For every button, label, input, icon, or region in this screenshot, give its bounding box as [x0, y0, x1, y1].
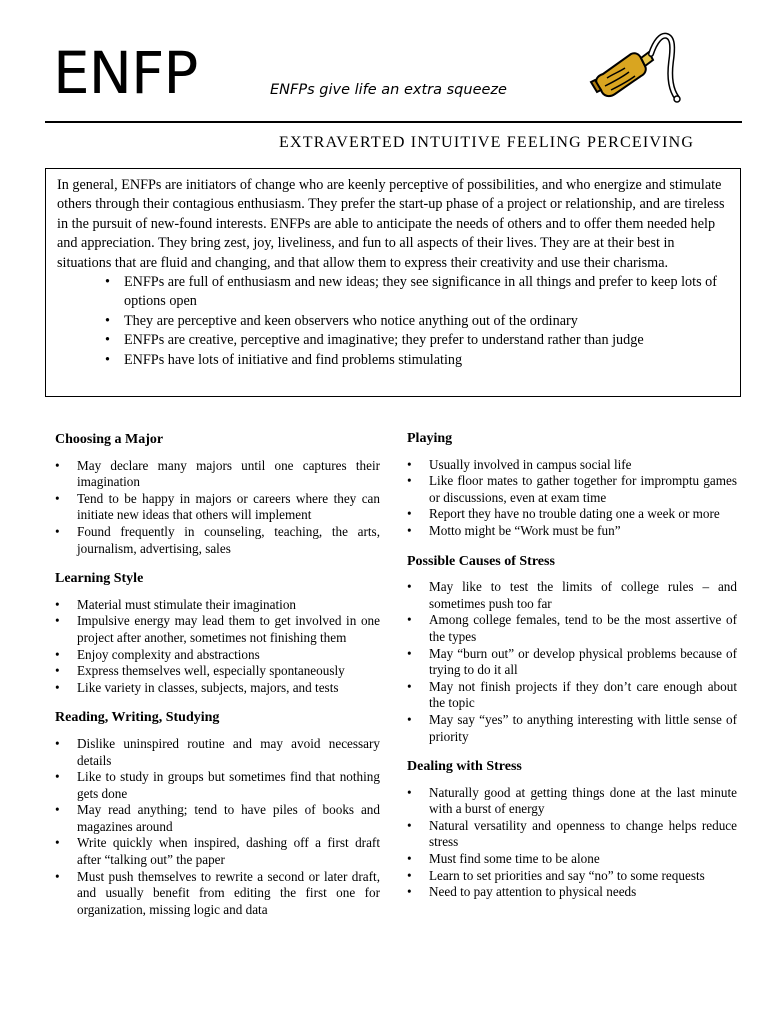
- intro-bullet: • ENFPs are creative, perceptive and imaginative; they prefer to understand rather than judge: [124, 331, 730, 350]
- bullet-list: [55, 458, 380, 558]
- list-item: • Naturally good at getting things done at the last minute with a burst of energy: [429, 785, 737, 818]
- list-item: • Must push themselves to rewrite a second or later draft, and usually benefit from editing the first one for organization, missing logic and data: [77, 869, 380, 919]
- list-item: • Impulsive energy may lead them to get involved in one project after another, sometimes not finishing them: [77, 613, 380, 646]
- list-item: • May “burn out” or develop physical problems because of trying to do it all: [429, 646, 737, 679]
- list-item: • Like variety in classes, subjects, majors, and tests: [77, 680, 380, 697]
- section-learning-style: [55, 571, 380, 696]
- bullet-list: [55, 597, 380, 697]
- list-item: • Must find some time to be alone: [429, 851, 737, 868]
- type-subtitle: EXTRAVERTED INTUITIVE FEELING PERCEIVING: [279, 134, 695, 151]
- section-heading: Learning Style: [55, 571, 144, 587]
- list-item: • Among college females, tend to be the most assertive of the types: [429, 612, 737, 645]
- intro-bullet: • They are perceptive and keen observers who notice anything out of the ordinary: [124, 312, 730, 331]
- section-possible-causes-of-stress: [407, 554, 737, 746]
- list-item: • Material must stimulate their imagination: [77, 597, 380, 614]
- list-item: • Like to study in groups but sometimes find that nothing gets done: [77, 769, 380, 802]
- intro-bullet: • ENFPs have lots of initiative and find problems stimulating: [124, 351, 730, 370]
- bullet-list: [407, 579, 737, 745]
- tagline: ENFPs give life an extra squeeze: [270, 82, 507, 98]
- section-dealing-with-stress: [407, 759, 737, 901]
- intro-bullet: • ENFPs are full of enthusiasm and new ideas; they see significance in all things and prefer to keep lots of options open: [124, 273, 730, 312]
- list-item: • Report they have no trouble dating one a week or more: [429, 506, 737, 523]
- left-column: [55, 432, 380, 932]
- header-divider: [45, 121, 742, 123]
- list-item: • Need to pay attention to physical needs: [429, 884, 737, 901]
- list-item: • Found frequently in counseling, teaching, the arts, journalism, advertising, sales: [77, 524, 380, 557]
- page-title: ENFP: [53, 39, 198, 107]
- list-item: • Natural versatility and openness to change helps reduce stress: [429, 818, 737, 851]
- intro-box: [45, 168, 741, 397]
- list-item: • May like to test the limits of college rules – and sometimes push too far: [429, 579, 737, 612]
- bullet-list: [407, 785, 737, 901]
- list-item: • May declare many majors until one captures their imagination: [77, 458, 380, 491]
- intro-paragraph: In general, ENFPs are initiators of change who are keenly perceptive of possibilities, and who energize and stimulate others through their contagious enthusiasm. They prefer the start-up phase of a project or relationship, and are tireless in the pursuit of new-found interests. ENFPs are able to anticipate the needs of others and to offer them needed help and appreciation. They bring zest, joy, liveliness, and fun to all aspects of their lives. They are at their best in situations that are fluid and changing, and that allow them to express their creativity and use their charisma.: [57, 177, 725, 271]
- list-item: • May not finish projects if they don’t care enough about the topic: [429, 679, 737, 712]
- toothpaste-tube-icon: [585, 28, 685, 108]
- section-heading: Reading, Writing, Studying: [55, 710, 220, 726]
- list-item: • May say “yes” to anything interesting with little sense of priority: [429, 712, 737, 745]
- section-heading: Dealing with Stress: [407, 759, 522, 775]
- intro-bullet-list: [57, 273, 730, 370]
- section-heading: Possible Causes of Stress: [407, 553, 555, 569]
- list-item: • Enjoy complexity and abstractions: [77, 647, 380, 664]
- section-heading: Playing: [407, 431, 453, 446]
- list-item: • Learn to set priorities and say “no” to some requests: [429, 868, 737, 885]
- list-item: • Dislike uninspired routine and may avoid necessary details: [77, 736, 380, 769]
- bullet-list: [55, 736, 380, 919]
- bullet-list: [407, 457, 737, 540]
- section-reading-writing-studying: [55, 710, 380, 918]
- list-item: • May read anything; tend to have piles of books and magazines around: [77, 802, 380, 835]
- list-item: • Write quickly when inspired, dashing off a first draft after “talking out” the paper: [77, 835, 380, 868]
- list-item: • Tend to be happy in majors or careers where they can initiate new ideas that others will implement: [77, 491, 380, 524]
- section-heading: Choosing a Major: [55, 432, 164, 447]
- list-item: • Express themselves well, especially spontaneously: [77, 663, 380, 680]
- section-playing: [407, 431, 737, 540]
- list-item: • Like floor mates to gather together for impromptu games or discussions, even at exam time: [429, 473, 737, 506]
- section-choosing-a-major: [55, 432, 380, 557]
- right-column: [407, 431, 737, 915]
- list-item: • Motto might be “Work must be fun”: [429, 523, 737, 540]
- list-item: • Usually involved in campus social life: [429, 457, 737, 474]
